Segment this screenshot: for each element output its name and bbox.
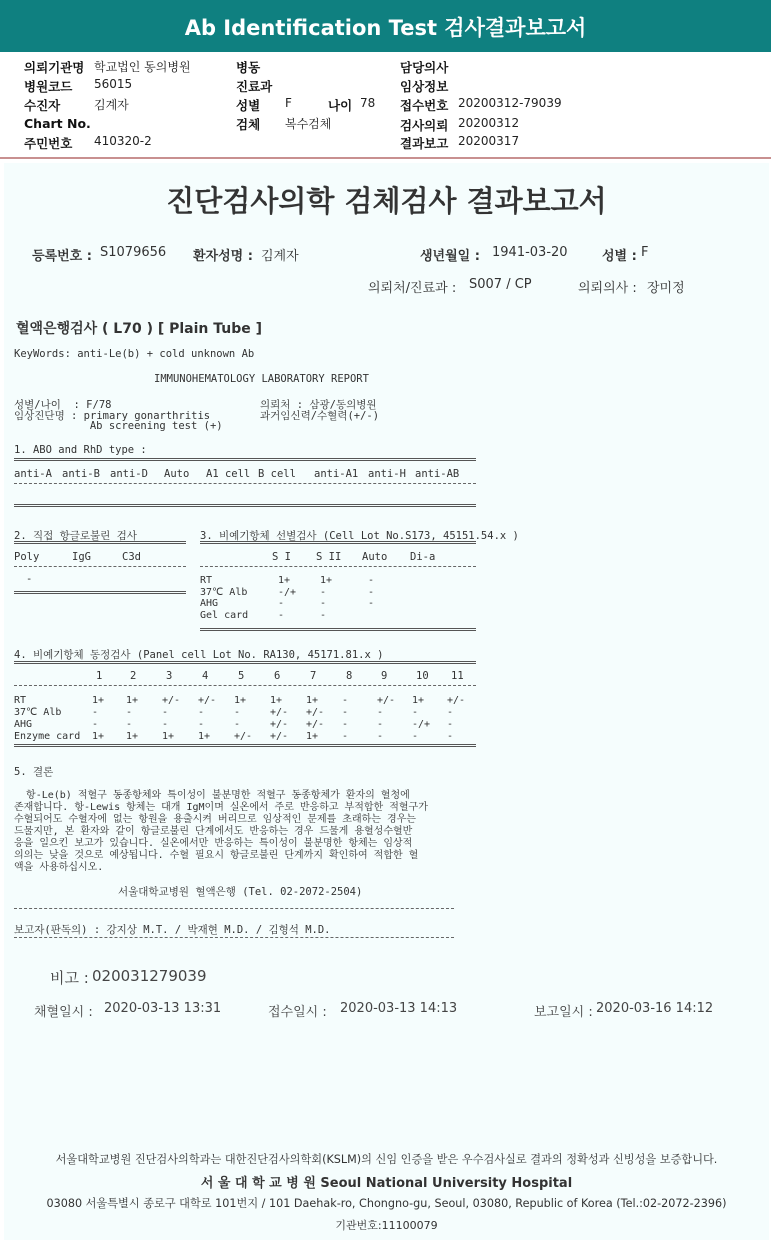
sec4-cell: -/+ xyxy=(412,719,431,730)
section-title: 혈액은행검사 ( L70 ) [ Plain Tube ] xyxy=(16,321,263,337)
sec4-cell: - xyxy=(126,707,133,718)
patient-label: 수진자 xyxy=(24,98,61,113)
sec4-cell: - xyxy=(342,695,349,706)
sec4-cell: +/- xyxy=(270,731,289,742)
sec4-cell: +/- xyxy=(270,707,289,718)
sec4-cell: - xyxy=(92,719,99,730)
sec4-row-label: RT xyxy=(14,695,27,706)
sec3-cell: 1+ xyxy=(278,575,291,586)
referring-doctor-value: 장미정 xyxy=(647,281,685,296)
reporter-top-rule xyxy=(14,908,454,909)
report-time-label: 보고일시 : xyxy=(534,1005,593,1020)
sec4-cell: - xyxy=(412,731,419,742)
sec4-cell: - xyxy=(377,731,384,742)
sec2-bottom-rule xyxy=(14,591,186,594)
conclusion-line: 의의는 낮을 것으로 예상됩니다. 수혈 필요시 항글로불린 단계까지 확인하여 적합한 혈 xyxy=(14,850,419,861)
collect-time-value: 2020-03-13 13:31 xyxy=(104,1001,222,1016)
sec3-header-cell: S II xyxy=(316,551,342,563)
sec1-header-cell: Auto xyxy=(164,468,190,480)
sec4-cell: 1+ xyxy=(198,731,211,742)
sec4-cell: 1+ xyxy=(306,695,319,706)
sec4-cell: - xyxy=(92,707,99,718)
blood-bank-line: 서울대학교병원 혈액은행 (Tel. 02-2072-2504) xyxy=(118,886,363,898)
sec4-header-cell: 4 xyxy=(202,670,209,682)
sec3-title: 3. 비예기항체 선별검사 (Cell Lot No.S173, 45151.54.x ) xyxy=(200,530,519,542)
reg-no-label: 등록번호 : xyxy=(32,249,92,264)
dob-value: 1941-03-20 xyxy=(492,245,568,260)
sec4-bottom-rule xyxy=(14,744,476,747)
keywords: KeyWords: anti-Le(b) + cold unknown Ab xyxy=(14,348,255,360)
sec4-row-label: Enzyme card xyxy=(14,731,81,742)
sec2-value: - xyxy=(26,573,33,585)
referral-line: 의뢰처 : 삼광/동의병원 xyxy=(260,399,377,411)
sec4-cell: - xyxy=(162,707,169,718)
sec1-top-rule xyxy=(14,458,476,461)
reception-no-label: 접수번호 xyxy=(400,98,449,113)
patient-value: 김계자 xyxy=(94,98,129,112)
sec1-header-cell: anti-H xyxy=(368,468,406,480)
reg-no-value: S1079656 xyxy=(100,245,167,260)
specimen-label: 검체 xyxy=(236,117,261,132)
sec3-cell: -/+ xyxy=(278,586,297,598)
remark-value: 020031279039 xyxy=(92,967,207,985)
age-label: 나이 xyxy=(328,98,353,113)
sec4-cell: - xyxy=(342,707,349,718)
receive-time-label: 접수일시 : xyxy=(268,1005,327,1020)
sec4-cell: 1+ xyxy=(162,731,175,742)
sec4-header-cell: 3 xyxy=(166,670,173,682)
sec4-cell: 1+ xyxy=(92,731,105,742)
institution-value: 학교법인 동의병원 xyxy=(94,60,191,74)
hospital-name: 서 울 대 학 교 병 원 Seoul National University Hospital xyxy=(200,1176,573,1191)
sec4-cell: - xyxy=(234,719,241,730)
certification-text: 서울대학교병원 진단검사의학과는 대한진단검사의학회(KSLM)의 신임 인증을 받은 우수검사실로 결과의 정확성과 신빙성을 보증합니다. xyxy=(55,1153,718,1166)
sec3-cell: - xyxy=(320,586,327,598)
hospital-code-value: 56015 xyxy=(94,77,133,91)
sec3-cell: 1+ xyxy=(320,575,333,586)
sec4-cell: +/- xyxy=(306,707,325,718)
report-title-bar: Ab Identification Test 검사결과보고서 xyxy=(0,0,771,52)
sec4-header-cell: 5 xyxy=(238,670,245,682)
sex-value: F xyxy=(285,96,292,110)
sec4-cell: 1+ xyxy=(270,695,283,706)
sec3-cell: - xyxy=(278,609,285,621)
hospital-code-label: 병원코드 xyxy=(24,79,73,94)
clinical-info-label: 임상정보 xyxy=(400,79,449,94)
sec1-header-cell: anti-B xyxy=(62,468,100,480)
sec4-cell: - xyxy=(198,719,205,730)
collect-time-label: 채혈일시 : xyxy=(34,1005,93,1020)
sec3-cell: - xyxy=(320,598,327,609)
ward-label: 병동 xyxy=(236,60,261,75)
sec4-header-cell: 8 xyxy=(346,670,353,682)
institution-number: 기관번호:11100079 xyxy=(335,1219,438,1232)
sec1-bottom-rule xyxy=(14,504,476,507)
request-date-label: 검사의뢰 xyxy=(400,118,449,133)
id-value: 410320-2 xyxy=(94,134,152,148)
specimen-value: 복수검체 xyxy=(285,117,332,131)
sec4-cell: 1+ xyxy=(126,731,139,742)
sec4-cell: - xyxy=(447,731,454,742)
patient-name-value: 김계자 xyxy=(261,249,299,264)
sec2-header-cell: C3d xyxy=(122,551,141,563)
request-date-value: 20200312 xyxy=(458,116,520,130)
sec4-header-cell: 6 xyxy=(274,670,281,682)
report-sex-value: F xyxy=(641,245,649,260)
sec4-cell: - xyxy=(126,719,133,730)
sec1-title: 1. ABO and RhD type : xyxy=(14,444,147,456)
doctor-label: 담당의사 xyxy=(400,60,449,75)
sec1-mid-rule xyxy=(14,483,476,484)
sec2-header-cell: IgG xyxy=(72,551,91,563)
sec4-top-rule xyxy=(14,661,476,664)
report-document xyxy=(4,163,769,1240)
age-value: 78 xyxy=(360,96,376,110)
report-time-value: 2020-03-16 14:12 xyxy=(596,1001,714,1016)
chart-no-label: Chart No. xyxy=(24,116,91,131)
diagnosis-line-2: Ab screening test (+) xyxy=(14,420,223,432)
sec3-header-cell: Auto xyxy=(362,551,388,563)
sec4-cell: +/- xyxy=(162,695,181,706)
sec4-cell: - xyxy=(198,707,205,718)
id-label: 주민번호 xyxy=(24,136,73,151)
institution-label: 의뢰기관명 xyxy=(24,60,85,75)
sec3-header-cell: Di-a xyxy=(410,551,436,563)
sec4-cell: +/- xyxy=(306,719,325,730)
report-date-value: 20200317 xyxy=(458,134,520,148)
sec4-cell: 1+ xyxy=(126,695,139,706)
sec1-header-cell: anti-A1 xyxy=(314,468,359,480)
sec4-cell: - xyxy=(162,719,169,730)
sex-label: 성별 xyxy=(236,98,261,113)
sec4-header-cell: 10 xyxy=(416,670,429,682)
lab-report-title: IMMUNOHEMATOLOGY LABORATORY REPORT xyxy=(154,373,369,385)
dept-label: 진료과 xyxy=(236,79,273,94)
sec4-cell: - xyxy=(342,719,349,730)
sec2-top-rule xyxy=(14,541,186,544)
sec4-cell: +/- xyxy=(234,731,253,742)
sec3-cell: - xyxy=(368,586,375,598)
sec4-cell: +/- xyxy=(447,695,466,706)
sec2-title: 2. 직접 항글로불린 검사 xyxy=(14,530,137,542)
diagnosis-line: 임상진단명 : primary gonarthritis xyxy=(14,410,211,422)
remark-label: 비고 : xyxy=(50,969,89,987)
sec2-header-cell: Poly xyxy=(14,551,40,563)
sec1-header-cell: anti-A xyxy=(14,468,52,480)
sec5-title: 5. 결론 xyxy=(14,766,54,778)
sec3-row-label: AHG xyxy=(200,598,219,609)
report-date-label: 결과보고 xyxy=(400,136,449,151)
dept-route-value: S007 / CP xyxy=(469,277,532,292)
sec1-header-cell: anti-D xyxy=(110,468,148,480)
sec3-top-rule xyxy=(200,541,476,544)
sec4-row-label: 37℃ Alb xyxy=(14,707,62,718)
sec3-bottom-rule xyxy=(200,628,476,631)
sec4-cell: 1+ xyxy=(306,731,319,742)
sec4-header-cell: 2 xyxy=(130,670,137,682)
sec4-header-cell: 1 xyxy=(96,670,103,682)
sec4-cell: 1+ xyxy=(412,695,425,706)
hospital-address: 03080 서울특별시 종로구 대학로 101번지 / 101 Daehak-ro, Chongno-gu, Seoul, 03080, Republic of Korea (Tel.:02-2072-2396) xyxy=(46,1197,727,1210)
report-sex-label: 성별 : xyxy=(602,249,637,264)
dob-label: 생년월일 : xyxy=(420,249,480,264)
sec3-cell: - xyxy=(368,575,375,586)
conclusion-line: 액을 사용하십시오. xyxy=(14,862,104,873)
sec3-mid-rule xyxy=(200,566,476,567)
sec4-cell: - xyxy=(234,707,241,718)
sec4-cell: - xyxy=(377,707,384,718)
sec1-header-cell: A1 cell xyxy=(206,468,251,480)
sec4-cell: - xyxy=(447,707,454,718)
sec4-cell: - xyxy=(342,731,349,742)
reception-no-value: 20200312-79039 xyxy=(458,96,562,110)
sec3-cell: - xyxy=(368,598,375,609)
sec3-row-label: RT xyxy=(200,575,213,586)
sec1-header-cell: B cell xyxy=(258,468,296,480)
sec4-header-cell: 11 xyxy=(451,670,464,682)
sec1-header-cell: anti-AB xyxy=(415,468,460,480)
sec4-mid-rule xyxy=(14,685,476,686)
sex-age-line: 성별/나이 : F/78 xyxy=(14,399,112,411)
sec4-cell: +/- xyxy=(270,719,289,730)
referring-doctor-label: 의뢰의사 : xyxy=(578,281,637,296)
sec3-row-label: 37℃ Alb xyxy=(200,586,248,598)
sec4-cell: - xyxy=(412,707,419,718)
reporter-line: 보고자(판독의) : 강지상 M.T. / 박재현 M.D. / 김형석 M.D. xyxy=(14,924,331,936)
sec4-cell: - xyxy=(377,719,384,730)
sec2-mid-rule xyxy=(14,566,186,567)
sec4-title: 4. 비예기항체 동정검사 (Panel cell Lot No. RA130, 45171.81.x ) xyxy=(14,649,384,661)
sec4-header-cell: 7 xyxy=(310,670,317,682)
conclusion-line: 항-Le(b) 적혈구 동종항체와 특이성이 불분명한 적혈구 동종항체가 환자의 혈청에 xyxy=(14,790,410,801)
sec4-cell: +/- xyxy=(198,695,217,706)
report-main-title: 진단검사의학 검체검사 결과보고서 xyxy=(166,184,607,218)
header-divider xyxy=(0,157,771,159)
sec4-header-cell: 9 xyxy=(381,670,388,682)
sec4-cell: 1+ xyxy=(92,695,105,706)
reporter-bottom-rule xyxy=(14,937,454,938)
request-header xyxy=(0,52,771,154)
history-line: 과거임신력/수혈력(+/-) xyxy=(260,410,380,422)
receive-time-value: 2020-03-13 14:13 xyxy=(340,1001,458,1016)
patient-name-label: 환자성명 : xyxy=(193,249,253,264)
sec4-cell: 1+ xyxy=(234,695,247,706)
sec3-header-cell: S I xyxy=(272,551,291,563)
sec3-cell: - xyxy=(278,598,285,609)
conclusion-line: 드물지만, 본 환자와 같이 항글로불린 단계에서도 반응하는 경우 드물게 용혈성수혈반 xyxy=(14,826,413,837)
sec4-row-label: AHG xyxy=(14,719,33,730)
dept-route-label: 의뢰처/진료과 : xyxy=(368,281,457,296)
sec3-row-label: Gel card xyxy=(200,609,249,621)
sec4-cell: +/- xyxy=(377,695,396,706)
conclusion-line: 존재합니다. 항-Lewis 항체는 대개 IgM이며 실온에서 주로 반응하고 부적합한 적혈구가 xyxy=(14,802,428,813)
sec4-cell: - xyxy=(447,719,454,730)
conclusion-line: 응을 일으킨 보고가 있습니다. 실온에서만 반응하는 특이성이 불분명한 항체는 임상적 xyxy=(14,838,413,849)
sec3-cell: - xyxy=(320,609,327,621)
conclusion-line: 수혈되어도 수혈자에 없는 항원을 용출시켜 버리므로 임상적인 문제를 초래하는 경우는 xyxy=(14,814,416,825)
